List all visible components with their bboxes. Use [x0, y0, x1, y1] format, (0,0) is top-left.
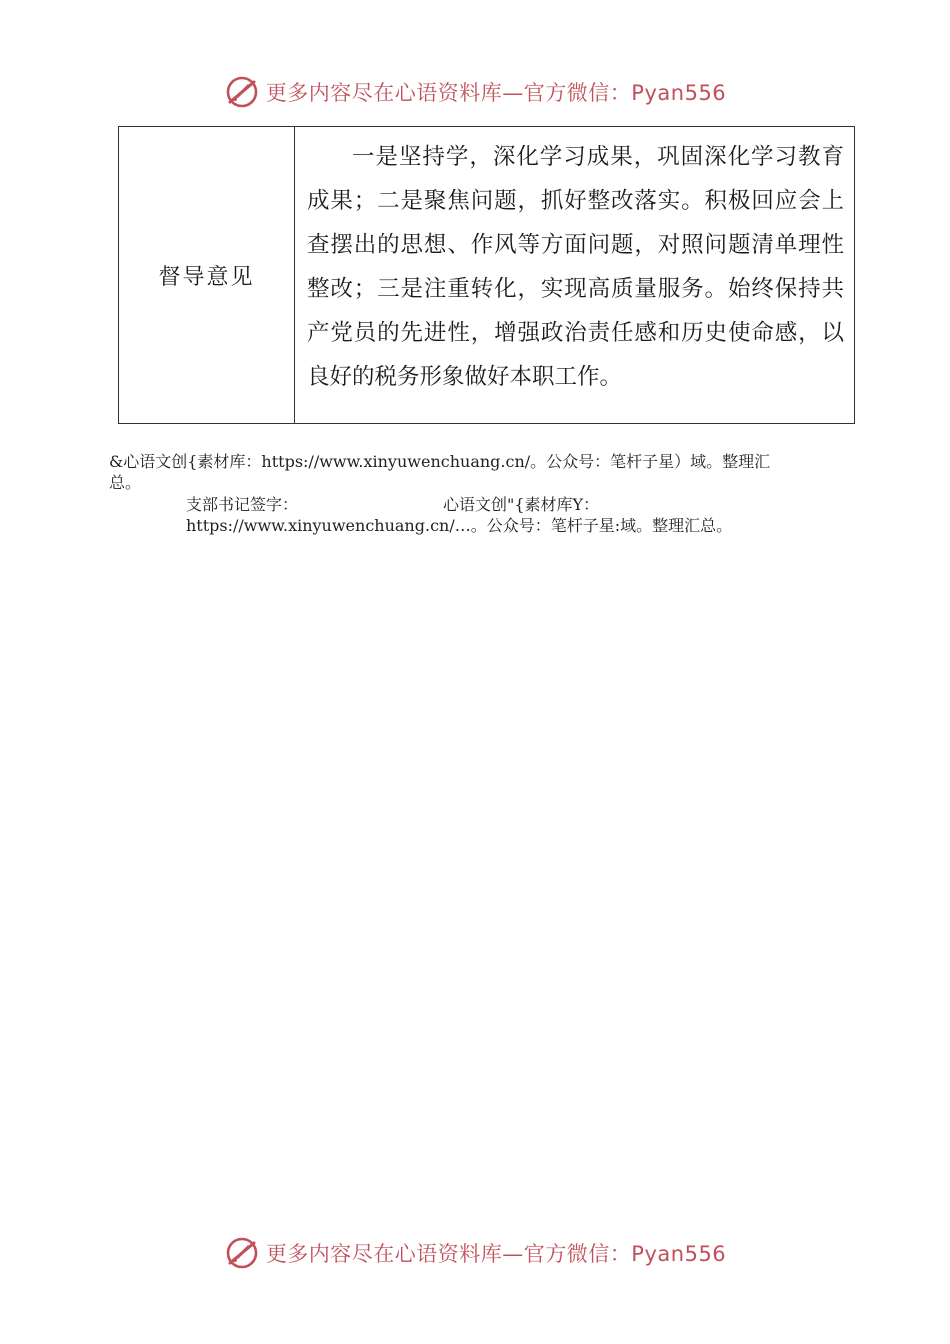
supervision-table — [118, 126, 855, 424]
footnote-line-2: 总。 — [109, 473, 142, 492]
footnote-line-3: 心语文创"{素材库Y： — [443, 495, 600, 514]
footnote-line-4: https://www.xinyuwenchuang.cn/…。公众号：笔杆子星:域。整理汇总。 — [186, 516, 733, 535]
footnote-line-1: &心语文创{素材库：https://www.xinyuwenchuang.cn/。公众号：笔杆子星）域。整理汇 — [109, 452, 771, 471]
banner-text: 更多内容尽在心语资料库—官方微信：Pyan556 — [265, 81, 727, 105]
table-content-cell: 一是坚持学，深化学习成果，巩固深化学习教育成果；二是聚焦问题，抓好整改落实。积极回应会上查摆出的思想、作风等方面问题，对照问题清单理性整改；三是注重转化，实现高质量服务。始终保持共产党员的先进性，增强政治责任感和历史使命感，以良好的税务形象做好本职工作。 — [307, 144, 844, 390]
table-label-cell: 督导意见 — [119, 127, 295, 423]
pen-circle-logo-icon — [224, 1235, 260, 1271]
header-banner — [0, 72, 950, 112]
signature-label: 支部书记签字： — [186, 495, 299, 514]
pen-circle-logo-icon — [224, 74, 260, 110]
banner-text: 更多内容尽在心语资料库—官方微信：Pyan556 — [265, 1242, 727, 1266]
footer-banner — [0, 1233, 950, 1273]
